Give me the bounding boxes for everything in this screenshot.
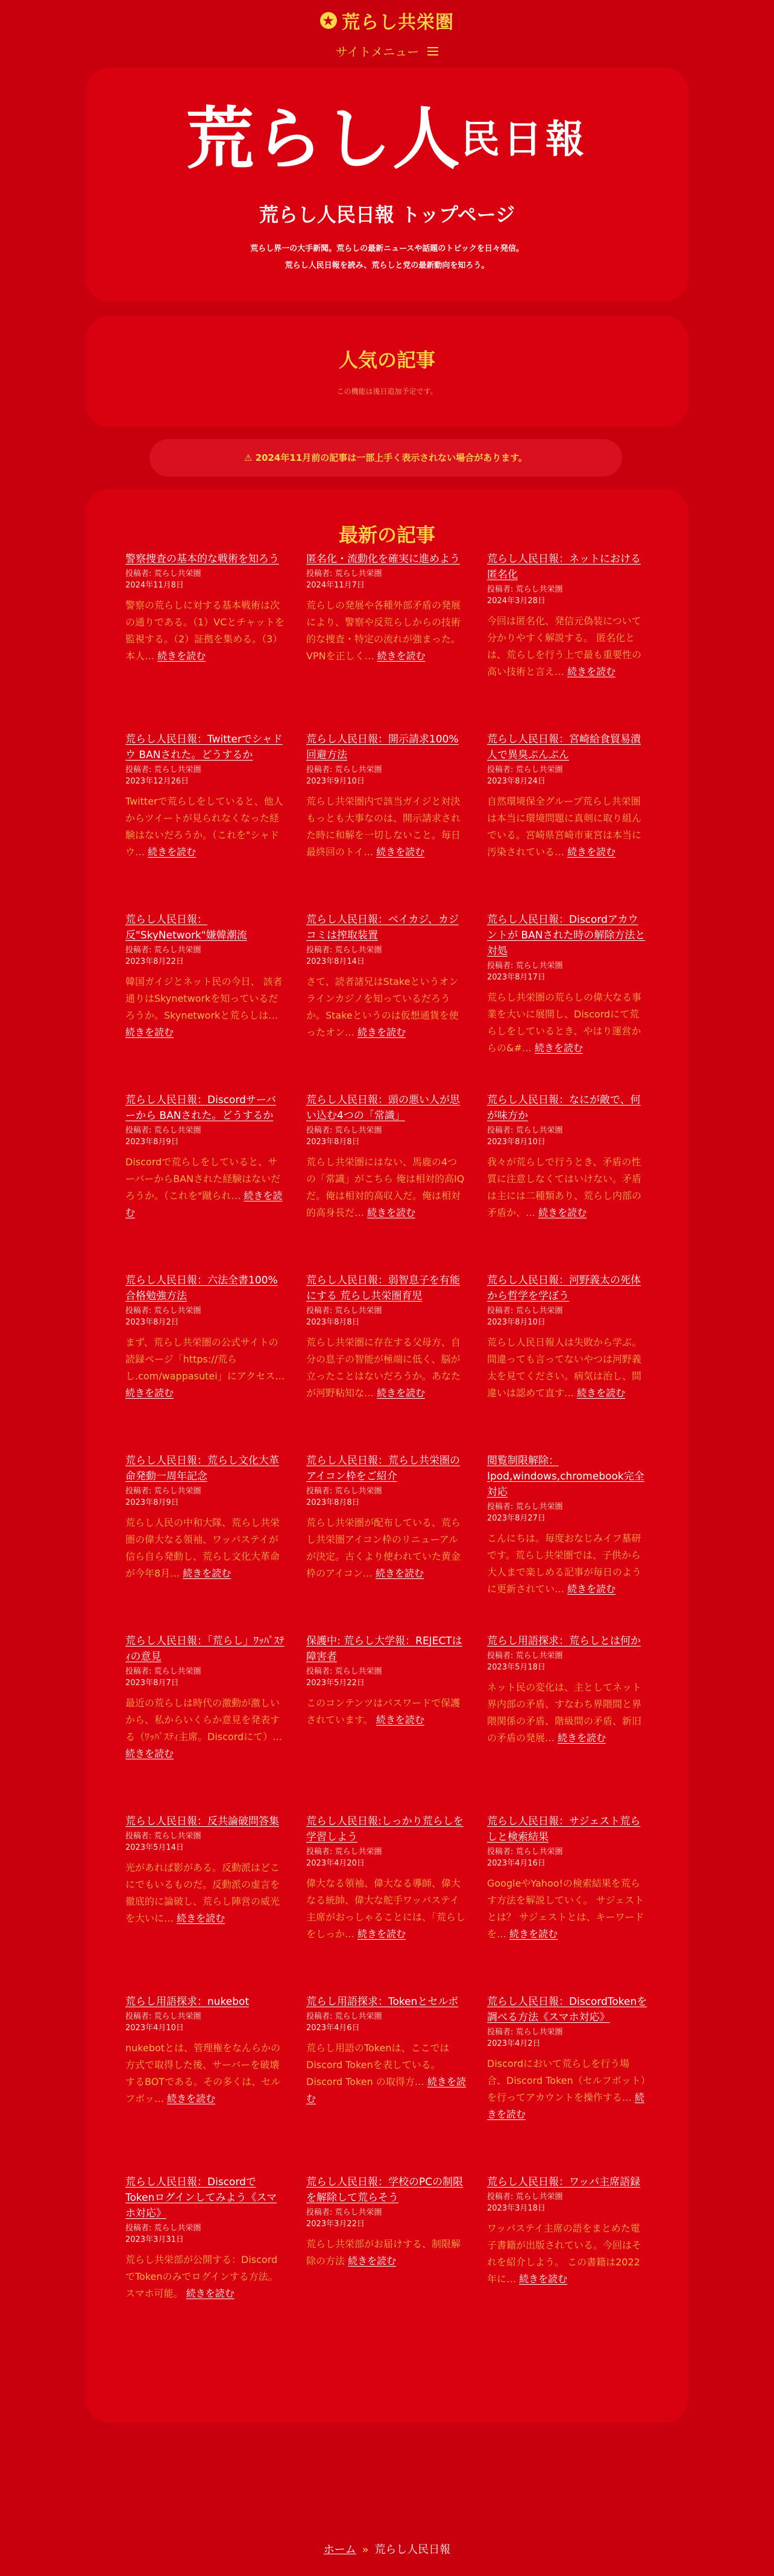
article-card — [125, 1453, 286, 1633]
article-excerpt-text: 警察の荒らしに対する基本戦術は次の通りである。（1）VCとチャットを監視する。（2）証拠を集める。（3）本人… — [125, 600, 285, 662]
article-title-link[interactable]: 荒らし人民日報：反共論破問答集 — [125, 1815, 279, 1828]
article-title-link[interactable]: 荒らし人民日報：荒らし共栄圏のアイコン枠をご紹介 — [306, 1455, 460, 1483]
article-excerpt — [306, 1334, 467, 1402]
article-date: 2023年4月6日 — [306, 2024, 360, 2033]
article-author: 投稿者: 荒らし共栄圏 — [306, 1126, 382, 1135]
article-title-link[interactable]: 荒らし人民日報：荒らし文化大革命発動一周年記念 — [125, 1455, 279, 1483]
article-title-link[interactable]: 荒らし用語探求：nukebot — [125, 1996, 250, 2008]
brand-logo[interactable] — [320, 7, 454, 34]
article-title-link[interactable]: 荒らし人民日報：Twitterでシャドウ BANされた。どうするか — [125, 733, 283, 761]
article-author: 投稿者: 荒らし共栄圏 — [125, 569, 201, 578]
article-card — [487, 912, 647, 1092]
article-excerpt — [487, 1679, 647, 1747]
article-card — [306, 1453, 467, 1633]
notice-banner: ⚠ 2024年11月前の記事は一部上手く表示されない場合があります。 — [149, 439, 622, 476]
article-excerpt-text: 荒らし共栄圏の荒らしの偉大なる事業を大いに展開し、Discordにて荒らしをしているとき、やはり運営からの&#… — [487, 992, 642, 1054]
article-title-link[interactable]: 荒らし人民日報：Discordサーバーから BANされた。どうするか — [125, 1094, 277, 1122]
article-excerpt-text: ネット民の変化は、主としてネット界内部の矛盾、すなわち界隈間と界隈関係の矛盾、階級間の矛盾、新旧の矛盾の発展… — [487, 1682, 642, 1744]
article-date: 2023年8月24日 — [487, 777, 546, 786]
article-date: 2023年4月2日 — [487, 2039, 541, 2048]
article-excerpt — [306, 2040, 467, 2107]
popular-note: この機能は後日追加予定です。 — [336, 387, 438, 396]
article-date: 2023年5月14日 — [125, 1843, 184, 1852]
article-excerpt — [125, 1514, 286, 1582]
article-title-link[interactable]: 荒らし人民日報：学校のPCの制限を解除して荒らそう — [306, 2176, 464, 2204]
article-excerpt — [306, 1695, 467, 1729]
article-excerpt-text: 荒らし共栄部が公開する：DiscordでTokenのみでログインする方法。スマホ可能。 — [125, 2254, 278, 2299]
article-author: 投稿者: 荒らし共栄圏 — [487, 765, 563, 774]
read-more-link[interactable]: 続きを読む — [177, 1913, 225, 1924]
read-more-link[interactable]: 続きを読む — [376, 1568, 424, 1579]
article-author: 投稿者: 荒らし共栄圏 — [125, 946, 201, 955]
article-author: 投稿者: 荒らし共栄圏 — [306, 765, 382, 774]
read-more-link[interactable]: 続きを読む — [567, 1583, 616, 1595]
article-excerpt-text: 韓国ガイジとネット民の今日、 該者通りはSkynetworkを知っているだろうか。Skynetworkと荒らしは… — [125, 976, 283, 1021]
article-date: 2023年5月18日 — [487, 1663, 546, 1672]
article-date: 2023年4月16日 — [487, 1859, 546, 1868]
article-author: 投稿者: 荒らし共栄圏 — [487, 2028, 563, 2037]
read-more-link[interactable]: 続きを読む — [348, 2255, 397, 2267]
article-author: 投稿者: 荒らし共栄圏 — [487, 961, 563, 970]
article-card — [487, 1633, 647, 1814]
post-grid — [125, 551, 647, 2355]
latest-articles-card — [86, 489, 688, 2423]
article-title-link[interactable]: 荒らし人民日報：反"SkyNetwork"嫌韓潮流 — [125, 914, 247, 941]
read-more-link[interactable]: 続きを読む — [376, 846, 425, 858]
article-title-link[interactable]: 荒らし人民日報：ベイカジ、カジコミは搾取装置 — [306, 914, 459, 941]
popular-articles-card — [86, 316, 688, 427]
article-excerpt-text: こんにちは。毎度おなじみイフ墓研です。荒らし共栄圏では、子供から大人まで楽しめる記事が毎日のように更新されてい… — [487, 1533, 642, 1595]
read-more-link[interactable]: 続きを読む — [125, 1748, 174, 1759]
article-author: 投稿者: 荒らし共栄圏 — [125, 1126, 201, 1135]
article-author: 投稿者: 荒らし共栄圏 — [306, 2208, 382, 2217]
read-more-link[interactable]: 続きを読む — [157, 650, 206, 662]
site-header — [0, 0, 774, 60]
article-title-link[interactable]: 荒らし人民日報：なにが敵で、何が味方か — [487, 1094, 641, 1122]
newspaper-logo-main: 荒らし人 — [186, 100, 461, 179]
latest-title: 最新の記事 — [338, 524, 435, 546]
article-date: 2023年8月9日 — [125, 1498, 179, 1507]
article-author: 投稿者: 荒らし共栄圏 — [306, 1847, 382, 1856]
read-more-link[interactable]: 続きを読む — [148, 846, 197, 858]
article-excerpt-text: 荒らし人民の中和大隊、荒らし共栄圏の偉大なる領袖、ワッパステイが信ら自ら発動し、荒らし文化大革命が今年8月… — [125, 1517, 280, 1579]
article-excerpt — [125, 597, 286, 665]
article-title-link[interactable]: 閲覧制限解除：Ipod,windows,chromebook完全対応 — [487, 1455, 644, 1498]
article-date: 2023年8月14日 — [306, 957, 365, 966]
hero-description — [86, 241, 688, 274]
article-date: 2023年8月17日 — [487, 973, 546, 982]
article-author: 投稿者: 荒らし共栄圏 — [487, 585, 563, 594]
article-title-link[interactable]: 荒らし用語探求：Tokenとセルボ — [306, 1996, 459, 2008]
article-title-link[interactable]: 荒らし人民日報：DiscordTokenを調べる方法《スマホ対応》 — [487, 1996, 647, 2024]
article-date: 2023年3月22日 — [306, 2220, 365, 2229]
article-author: 投稿者: 荒らし共栄圏 — [487, 1651, 563, 1660]
article-card — [306, 2174, 467, 2355]
article-date: 2023年8月8日 — [306, 1498, 360, 1507]
article-excerpt — [487, 1154, 647, 1221]
hero-card — [86, 68, 688, 302]
read-more-link[interactable]: 続きを読む — [367, 1207, 416, 1218]
article-excerpt — [487, 2055, 647, 2123]
article-author: 投稿者: 荒らし共栄圏 — [125, 1667, 201, 1676]
read-more-link[interactable]: 続きを読む — [357, 1027, 406, 1038]
read-more-link[interactable]: 続きを読む — [509, 1928, 558, 1940]
article-excerpt-text: 荒らし共栄圏にはない、馬鹿の4つの「常識」がこちら 俺は相対的高IQだ。俺は相対的高収入だ。俺は相対的高身長だ… — [306, 1156, 465, 1218]
article-card — [125, 1814, 286, 1994]
article-date: 2023年8月9日 — [125, 1138, 179, 1147]
article-title-link[interactable]: 荒らし人民日報：宮崎給食貿易潰人で異臭ぷんぷん — [487, 733, 641, 761]
article-excerpt-text: GoogleやYahoo!の検索結果を荒らす方法を解説していく。 サジェストとは？ サジェストとは、キーワードを… — [487, 1878, 644, 1940]
article-author: 投稿者: 荒らし共栄圏 — [306, 569, 382, 578]
article-date: 2023年8月10日 — [487, 1138, 546, 1147]
site-menu-label: サイトメニュー — [335, 45, 420, 59]
article-card — [306, 1273, 467, 1453]
article-excerpt — [487, 989, 647, 1057]
article-card — [487, 551, 647, 732]
article-card — [125, 1633, 286, 1814]
read-more-link[interactable]: 続きを読む — [377, 650, 426, 662]
article-card — [125, 912, 286, 1092]
article-date: 2023年4月20日 — [306, 1859, 365, 1868]
article-excerpt — [306, 1154, 467, 1221]
article-title-link[interactable]: 荒らし人民日報：「荒らし」ﾜｯﾊﾟｽﾃｨの意見 — [125, 1635, 285, 1663]
article-excerpt — [487, 2220, 647, 2288]
article-excerpt — [487, 793, 647, 861]
article-excerpt — [306, 1875, 467, 1943]
article-excerpt-text: 自然環境保全グループ荒らし共栄圏は本当に環境問題に真剣に取り組んでいる。宮崎県宮崎市東宮は本当に汚染されている… — [487, 796, 642, 858]
article-excerpt-text: さて、読者諸兄はStakeというオンラインカジノを知っているだろうか。Stakeというのは仮想通貨を使ったオン… — [306, 976, 459, 1038]
article-excerpt-text: 我々が荒らしで行うとき、矛盾の性質に注意しなくてはいけない。矛盾は主には二種類あり、荒らし内部の矛盾か、… — [487, 1156, 642, 1218]
read-more-link[interactable]: 続きを読む — [377, 1387, 426, 1399]
read-more-link[interactable]: 続きを読む — [306, 2076, 466, 2104]
article-excerpt-text: ワッパステイ主席の語をまとめた電子書籍が出版されている。今回はそれを紹介しよう。 この書籍は2022年に… — [487, 2223, 642, 2285]
breadcrumb-home-link[interactable]: ホーム — [323, 2543, 356, 2556]
article-title-link[interactable]: 荒らし人民日報：頭の悪い人が思い込む4つの「常識」 — [306, 1094, 460, 1122]
article-card — [487, 1273, 647, 1453]
article-excerpt-text: Discordで荒らしをしていると、サーバーからBANされた経験はないだろうか。（これを"蹴られ… — [125, 1156, 281, 1201]
article-excerpt — [487, 1334, 647, 1402]
article-author: 投稿者: 荒らし共栄圏 — [306, 946, 382, 955]
read-more-link[interactable]: 続きを読む — [125, 1027, 174, 1038]
article-excerpt — [125, 1334, 286, 1402]
article-author: 投稿者: 荒らし共栄圏 — [125, 765, 201, 774]
article-card — [487, 1994, 647, 2174]
article-author: 投稿者: 荒らし共栄圏 — [125, 1487, 201, 1496]
article-excerpt-text: 荒らし共栄部がお届けする、制限解除の方法 — [306, 2238, 461, 2267]
article-excerpt-text: まず、荒らし共栄圏の公式サイトの読録ページ「https://荒らし.com/wappasutei」にアクセス… — [125, 1337, 285, 1382]
article-excerpt-text: このコンテンツはパスワードで保護されています。 — [306, 1697, 461, 1726]
article-author: 投稿者: 荒らし共栄圏 — [487, 1502, 563, 1511]
article-date: 2023年8月10日 — [487, 1318, 546, 1327]
read-more-link[interactable]: 続きを読む — [519, 2273, 568, 2285]
hamburger-icon — [427, 47, 438, 55]
article-date: 2023年5月22日 — [306, 1679, 365, 1688]
article-card — [487, 2174, 647, 2355]
article-title-link[interactable]: 荒らし人民日報：ネットにおける匿名化 — [487, 553, 641, 581]
article-author: 投稿者: 荒らし共栄圏 — [487, 1306, 563, 1315]
article-date: 2023年3月18日 — [487, 2204, 546, 2213]
newspaper-logo-sub: 民日報 — [461, 117, 588, 162]
read-more-link[interactable]: 続きを読む — [538, 1207, 587, 1218]
article-excerpt-text: 荒らし人民日報人は失敗から学ぶ。間違っても言ってないやつは河野義太を見てください。病気は治し、間違いは認めて直す… — [487, 1337, 642, 1399]
article-excerpt — [125, 2040, 286, 2107]
article-card — [487, 1814, 647, 1994]
article-card — [306, 1633, 467, 1814]
article-title-link[interactable]: 荒らし人民日報：ワッパ主席語録 — [487, 2176, 641, 2188]
article-author: 投稿者: 荒らし共栄圏 — [306, 2012, 382, 2021]
article-author: 投稿者: 荒らし共栄圏 — [487, 2192, 563, 2201]
article-card — [306, 551, 467, 732]
article-excerpt-text: 光があれば影がある。反動派はどこにでもいるものだ。反動派の虚言を徹底的に論破し、荒らし陣営の威光を大いに… — [125, 1862, 280, 1924]
article-excerpt — [125, 793, 286, 861]
article-card — [125, 1092, 286, 1273]
article-title-link[interactable]: 荒らし用語探求：荒らしとは何か — [487, 1635, 641, 1647]
site-menu-button[interactable] — [336, 42, 438, 60]
article-author: 投稿者: 荒らし共栄圏 — [306, 1487, 382, 1496]
article-date: 2023年8月8日 — [306, 1318, 360, 1327]
read-more-link[interactable]: 続きを読む — [125, 1387, 174, 1399]
article-author: 投稿者: 荒らし共栄圏 — [125, 2012, 201, 2021]
article-date: 2024年3月28日 — [487, 597, 546, 606]
article-date: 2023年9月10日 — [306, 777, 365, 786]
hero-description-line: 荒らし人民日報を読み、荒らしと党の最新動向を知ろう。 — [285, 261, 489, 270]
article-author: 投稿者: 荒らし共栄圏 — [487, 1126, 563, 1135]
article-date: 2023年8月2日 — [125, 1318, 179, 1327]
article-excerpt-text: 荒らし共栄圏が配布している、荒らし共栄圏アイコン枠のリニューアルが決定。古くより使われていた黄金枠のアイコン… — [306, 1517, 461, 1579]
article-excerpt — [125, 1154, 286, 1221]
article-excerpt-text: 偉大なる領袖、偉大なる導師、偉大なる統帥、偉大な舵手ワッパステイ主席がおっしゃることには、「荒らしをしっか… — [306, 1878, 466, 1940]
article-excerpt — [487, 1875, 647, 1943]
article-title-link[interactable]: 荒らし人民日報：弱智息子を有能にする 荒らし共栄圏育児 — [306, 1274, 460, 1302]
article-excerpt-text: 荒らし共栄圏内で該当ガイジと対決 もっとも大事なのは、開示請求された時に和解を一切しないこと。毎日最終回のトイ… — [306, 796, 461, 858]
article-title-link[interactable]: 匿名化・流動化を確実に進めよう — [306, 553, 460, 565]
article-author: 投稿者: 荒らし共栄圏 — [487, 1847, 563, 1856]
article-card — [306, 1994, 467, 2174]
read-more-link[interactable]: 続きを読む — [167, 2093, 216, 2104]
article-title-link[interactable]: 荒らし人民日報：サジェスト荒らしと検索結果 — [487, 1815, 641, 1843]
article-excerpt — [487, 613, 647, 680]
article-excerpt — [306, 793, 467, 861]
article-title-link[interactable]: 警察捜査の基本的な戦術を知ろう — [125, 553, 279, 565]
article-excerpt — [125, 1859, 286, 1927]
article-card — [125, 2174, 286, 2355]
read-more-link[interactable]: 続きを読む — [534, 1042, 583, 1054]
read-more-link[interactable]: 続きを読む — [567, 846, 616, 858]
article-excerpt — [487, 1530, 647, 1598]
emblem-icon — [320, 12, 337, 29]
article-author: 投稿者: 荒らし共栄圏 — [125, 1832, 201, 1841]
page-title: 荒らし人民日報 トップページ — [259, 203, 515, 226]
read-more-link[interactable]: 続きを読む — [376, 1714, 424, 1726]
article-excerpt-text: 荒らし共栄圏に存在する父母方、自分の息子の智能が極端に低く、脳が立ったことはないだろうか。あなたが河野粘知な… — [306, 1337, 461, 1399]
article-title-link[interactable]: 荒らし人民日報：Discordアカウントが BANされた時の解除方法と対処 — [487, 914, 646, 957]
article-excerpt — [306, 1514, 467, 1582]
article-excerpt — [125, 973, 286, 1041]
article-date: 2023年4月10日 — [125, 2024, 184, 2033]
article-date: 2023年8月8日 — [306, 1138, 360, 1147]
article-card — [487, 732, 647, 912]
popular-title: 人気の記事 — [338, 349, 435, 372]
article-title-link[interactable]: 荒らし人民日報：河野義太の死体から哲学を学ぼう — [487, 1274, 641, 1302]
read-more-link[interactable]: 続きを読む — [558, 1732, 606, 1744]
article-excerpt-text: 荒らしの発展や各種外部矛盾の発展により、警察や反荒らしからの技術的な捜査・特定の流れが強まった。VPNを正しく… — [306, 600, 461, 662]
article-excerpt-text: 荒らし用語のTokenは、ここではDiscord Tokenを表している。 Discord Token の取得方… — [306, 2042, 450, 2087]
article-card — [125, 1994, 286, 2174]
read-more-link[interactable]: 続きを読む — [357, 1928, 406, 1940]
article-excerpt-text: Twitterで荒らしをしていると、他人からツイートが見られなくなった経験はないだろうか。（これを"シャドウ… — [125, 796, 283, 858]
article-date: 2023年12月26日 — [125, 777, 189, 786]
breadcrumb — [0, 2541, 774, 2557]
article-card — [306, 1092, 467, 1273]
article-title-link[interactable]: 保護中: 荒らし大学報：REJECTは障害者 — [306, 1635, 462, 1663]
article-card — [306, 732, 467, 912]
article-card — [487, 1453, 647, 1633]
read-more-link[interactable]: 続きを読む — [487, 2092, 644, 2120]
article-author: 投稿者: 荒らし共栄圏 — [125, 1306, 201, 1315]
article-author: 投稿者: 荒らし共栄圏 — [306, 1667, 382, 1676]
article-date: 2023年8月7日 — [125, 1679, 179, 1688]
read-more-link[interactable]: 続きを読む — [183, 1568, 231, 1579]
read-more-link[interactable]: 続きを読む — [125, 1190, 283, 1218]
article-excerpt-text: nukebotとは、管理権をなんらかの方式で取得した後、サーバーを破壊するBOTである。その多くは、セルフボッ… — [125, 2042, 281, 2104]
article-date: 2023年3月31日 — [125, 2235, 184, 2244]
article-card — [306, 912, 467, 1092]
article-excerpt — [306, 2236, 467, 2270]
article-excerpt — [306, 597, 467, 665]
article-title-link[interactable]: 荒らし人民日報:しっかり荒らしを学習しよう — [306, 1815, 464, 1843]
article-date: 2023年8月22日 — [125, 957, 184, 966]
read-more-link[interactable]: 続きを読む — [567, 666, 616, 677]
article-title-link[interactable]: 荒らし人民日報：Discordで Tokenログインしてみよう《スマホ対応》 — [125, 2176, 277, 2220]
article-excerpt-text: Discordにおいて荒らしを行う場合、Discord Token（セルフボット）を行ってアカウントを操作する… — [487, 2058, 646, 2103]
article-card — [125, 1273, 286, 1453]
article-title-link[interactable]: 荒らし人民日報：開示請求100%回避方法 — [306, 733, 459, 761]
newspaper-logo — [86, 100, 688, 179]
hero-description-line: 荒らし界一の大手新聞。荒らしの最新ニュースや話題のトピックを日々発信。 — [250, 244, 524, 253]
article-card — [306, 1814, 467, 1994]
article-excerpt — [125, 2252, 286, 2302]
article-card — [125, 732, 286, 912]
article-excerpt-text: 今回は匿名化、発信元偽装について分かりやすく解説する。 匿名化とは、荒らしを行う上で最も重要性の高い技術と言え… — [487, 615, 642, 677]
article-date: 2024年11月7日 — [306, 581, 365, 590]
article-date: 2024年11月8日 — [125, 581, 184, 590]
breadcrumb-current: 荒らし人民日報 — [374, 2543, 451, 2556]
article-excerpt — [306, 973, 467, 1041]
article-excerpt-text: 最近の荒らしは時代の激動が激しいから、私からいくらか意見を発表する（ﾜｯﾊﾟｽﾃｨ主席。Discordにて）… — [125, 1697, 283, 1742]
article-date: 2023年8月27日 — [487, 1514, 546, 1523]
article-card — [125, 551, 286, 732]
read-more-link[interactable]: 続きを読む — [186, 2288, 234, 2299]
brand-name: 荒らし共栄圏 — [342, 12, 454, 33]
article-author: 投稿者: 荒らし共栄圏 — [306, 1306, 382, 1315]
read-more-link[interactable]: 続きを読む — [577, 1387, 626, 1399]
article-author: 投稿者: 荒らし共栄圏 — [125, 2224, 201, 2233]
breadcrumb-separator: » — [362, 2543, 369, 2556]
article-card — [487, 1092, 647, 1273]
article-excerpt — [125, 1695, 286, 1762]
article-title-link[interactable]: 荒らし人民日報：六法全書100%合格勉強方法 — [125, 1274, 278, 1302]
